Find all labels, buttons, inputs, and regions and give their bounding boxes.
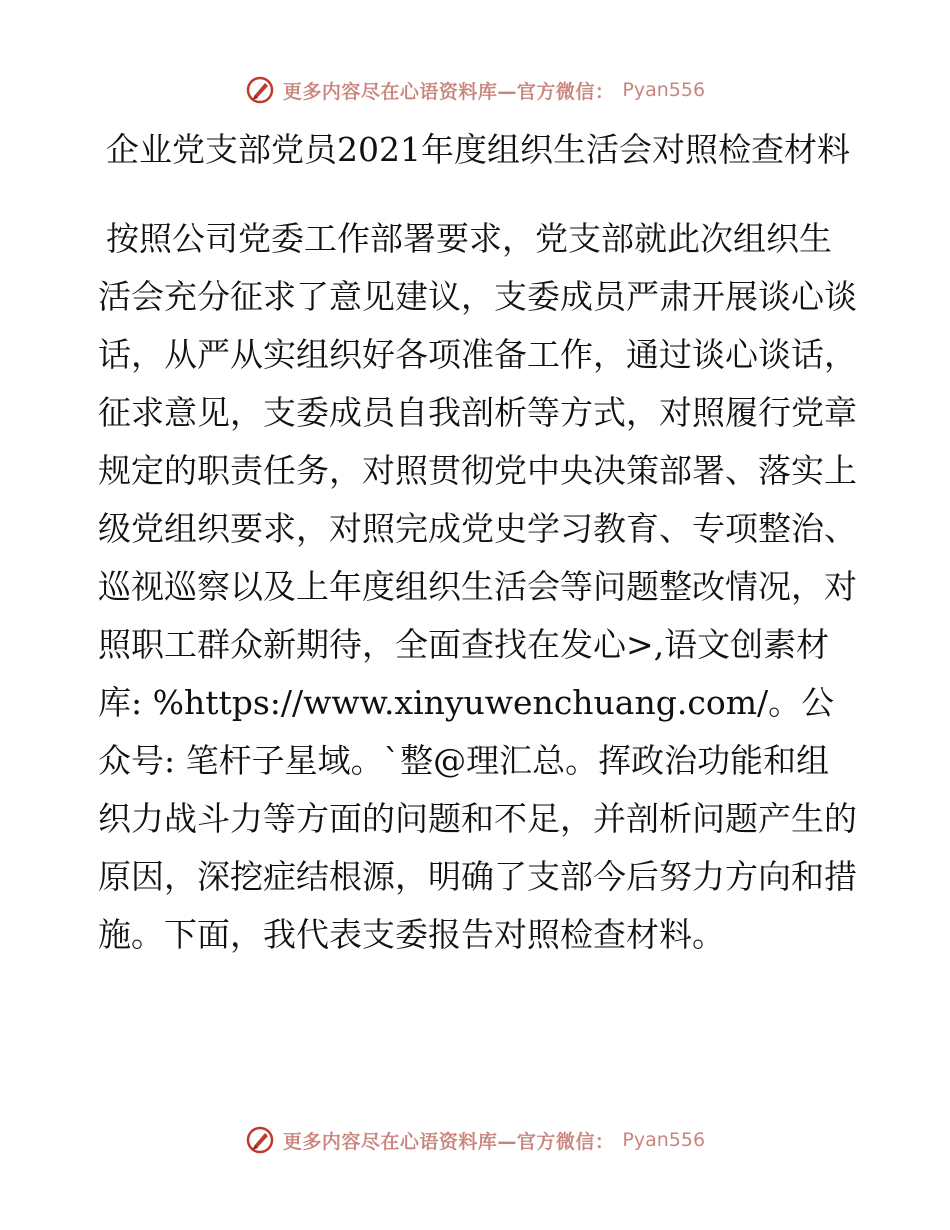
- document-content: [98, 122, 858, 964]
- footer-banner-contact: Pyan556: [622, 1129, 706, 1151]
- body-paragraph: 按照公司党委工作部署要求，党支部就此次组织生活会充分征求了意见建议，支委成员严肃开展谈心谈话，从严从实组织好各项准备工作，通过谈心谈话，征求意见，支委成员自我剖析等方式，对照履行党章规定的职责任务，对照贯彻党中央决策部署、落实上级党组织要求，对照完成党史学习教育、专项整治、巡视巡察以及上年度组织生活会等问题整改情况，对照职工群众新期待，全面查找在发心>,语文创素材库: %https://www.xinyuwenchuang.com/。公众号: 笔杆子星域。`整@理汇总。挥政治功能和组织力战斗力等方面的问题和不足，并剖析问题产生的原因，深挖症结根源，明确了支部今后努力方向和措施。下面，我代表支委报告对照检查材料。: [98, 219, 857, 954]
- footer-banner-text: 更多内容尽在心语资料库—官方微信：: [282, 1130, 615, 1153]
- document-title: 企业党支部党员2021年度组织生活会对照检查材料: [106, 130, 850, 169]
- header-banner: [0, 70, 950, 110]
- document-body: [98, 210, 858, 964]
- header-banner-contact: Pyan556: [622, 79, 706, 101]
- footer-banner: [0, 1120, 950, 1160]
- pen-logo-icon: [245, 1125, 275, 1155]
- pen-logo-icon: [245, 75, 275, 105]
- header-banner-text: 更多内容尽在心语资料库—官方微信：: [282, 80, 615, 103]
